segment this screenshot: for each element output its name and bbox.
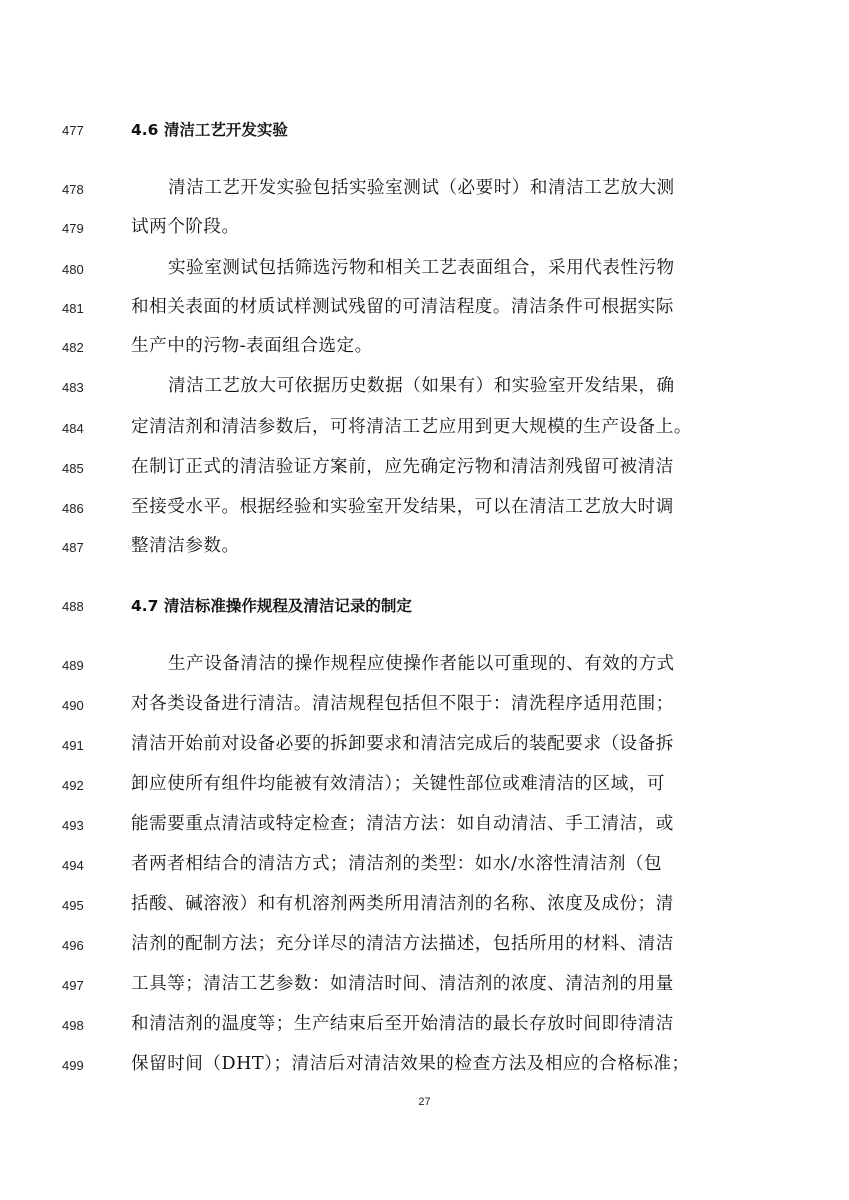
line-number: 481 bbox=[62, 301, 84, 316]
line-number: 495 bbox=[62, 898, 84, 913]
body-line: 者两者相结合的清洁方式；清洁剂的类型：如水/水溶性清洁剂（包 bbox=[131, 854, 663, 874]
line-number: 494 bbox=[62, 858, 84, 873]
line-number: 489 bbox=[62, 658, 84, 673]
line-number: 477 bbox=[62, 123, 84, 138]
section-heading: 4.7 清洁标准操作规程及清洁记录的制定 bbox=[131, 597, 412, 615]
body-line: 试两个阶段。 bbox=[131, 217, 240, 237]
line-number: 497 bbox=[62, 978, 84, 993]
body-line: 清洁开始前对设备必要的拆卸要求和清洁完成后的装配要求（设备拆 bbox=[131, 734, 674, 754]
line-number: 478 bbox=[62, 182, 84, 197]
body-line: 对各类设备进行清洁。清洁规程包括但不限于：清洗程序适用范围； bbox=[131, 694, 674, 714]
section-heading: 4.6 清洁工艺开发实验 bbox=[131, 121, 288, 139]
line-number: 484 bbox=[62, 421, 84, 436]
line-number: 488 bbox=[62, 599, 84, 614]
line-number: 487 bbox=[62, 540, 84, 555]
line-number: 499 bbox=[62, 1058, 84, 1073]
body-line: 生产设备清洁的操作规程应使操作者能以可重现的、有效的方式 bbox=[168, 654, 675, 674]
body-line: 工具等；清洁工艺参数：如清洁时间、清洁剂的浓度、清洁剂的用量 bbox=[131, 974, 674, 994]
line-number: 490 bbox=[62, 698, 84, 713]
line-number: 483 bbox=[62, 380, 84, 395]
body-line: 定清洁剂和清洁参数后，可将清洁工艺应用到更大规模的生产设备上。 bbox=[131, 417, 692, 437]
line-number: 486 bbox=[62, 501, 84, 516]
line-number: 492 bbox=[62, 778, 84, 793]
body-line: 清洁工艺放大可依据历史数据（如果有）和实验室开发结果，确 bbox=[168, 376, 675, 396]
body-line: 括酸、碱溶液）和有机溶剂两类所用清洁剂的名称、浓度及成份；清 bbox=[131, 894, 674, 914]
body-line: 生产中的污物-表面组合选定。 bbox=[131, 336, 373, 356]
line-number: 496 bbox=[62, 938, 84, 953]
body-line: 能需要重点清洁或特定检查；清洁方法：如自动清洁、手工清洁，或 bbox=[131, 814, 674, 834]
line-number: 479 bbox=[62, 221, 84, 236]
body-line: 至接受水平。根据经验和实验室开发结果，可以在清洁工艺放大时调 bbox=[131, 497, 674, 517]
body-line: 和相关表面的材质试样测试残留的可清洁程度。清洁条件可根据实际 bbox=[131, 297, 674, 317]
line-number: 482 bbox=[62, 340, 84, 355]
body-line: 和清洁剂的温度等；生产结束后至开始清洁的最长存放时间即待清洁 bbox=[131, 1014, 674, 1034]
body-line: 洁剂的配制方法；充分详尽的清洁方法描述，包括所用的材料、清洁 bbox=[131, 934, 674, 954]
body-line: 整清洁参数。 bbox=[131, 536, 240, 556]
page-number: 27 bbox=[418, 1096, 431, 1108]
body-line: 实验室测试包括筛选污物和相关工艺表面组合，采用代表性污物 bbox=[168, 258, 675, 278]
body-line: 保留时间（DHT）；清洁后对清洁效果的检查方法及相应的合格标准； bbox=[131, 1054, 690, 1074]
body-line: 卸应使所有组件均能被有效清洁）；关键性部位或难清洁的区域，可 bbox=[131, 774, 666, 794]
line-number: 498 bbox=[62, 1018, 84, 1033]
body-line: 清洁工艺开发实验包括实验室测试（必要时）和清洁工艺放大测 bbox=[168, 178, 675, 198]
body-line: 在制订正式的清洁验证方案前，应先确定污物和清洁剂残留可被清洁 bbox=[131, 457, 674, 477]
line-number: 480 bbox=[62, 262, 84, 277]
line-number: 491 bbox=[62, 738, 84, 753]
line-number: 493 bbox=[62, 818, 84, 833]
line-number: 485 bbox=[62, 461, 84, 476]
